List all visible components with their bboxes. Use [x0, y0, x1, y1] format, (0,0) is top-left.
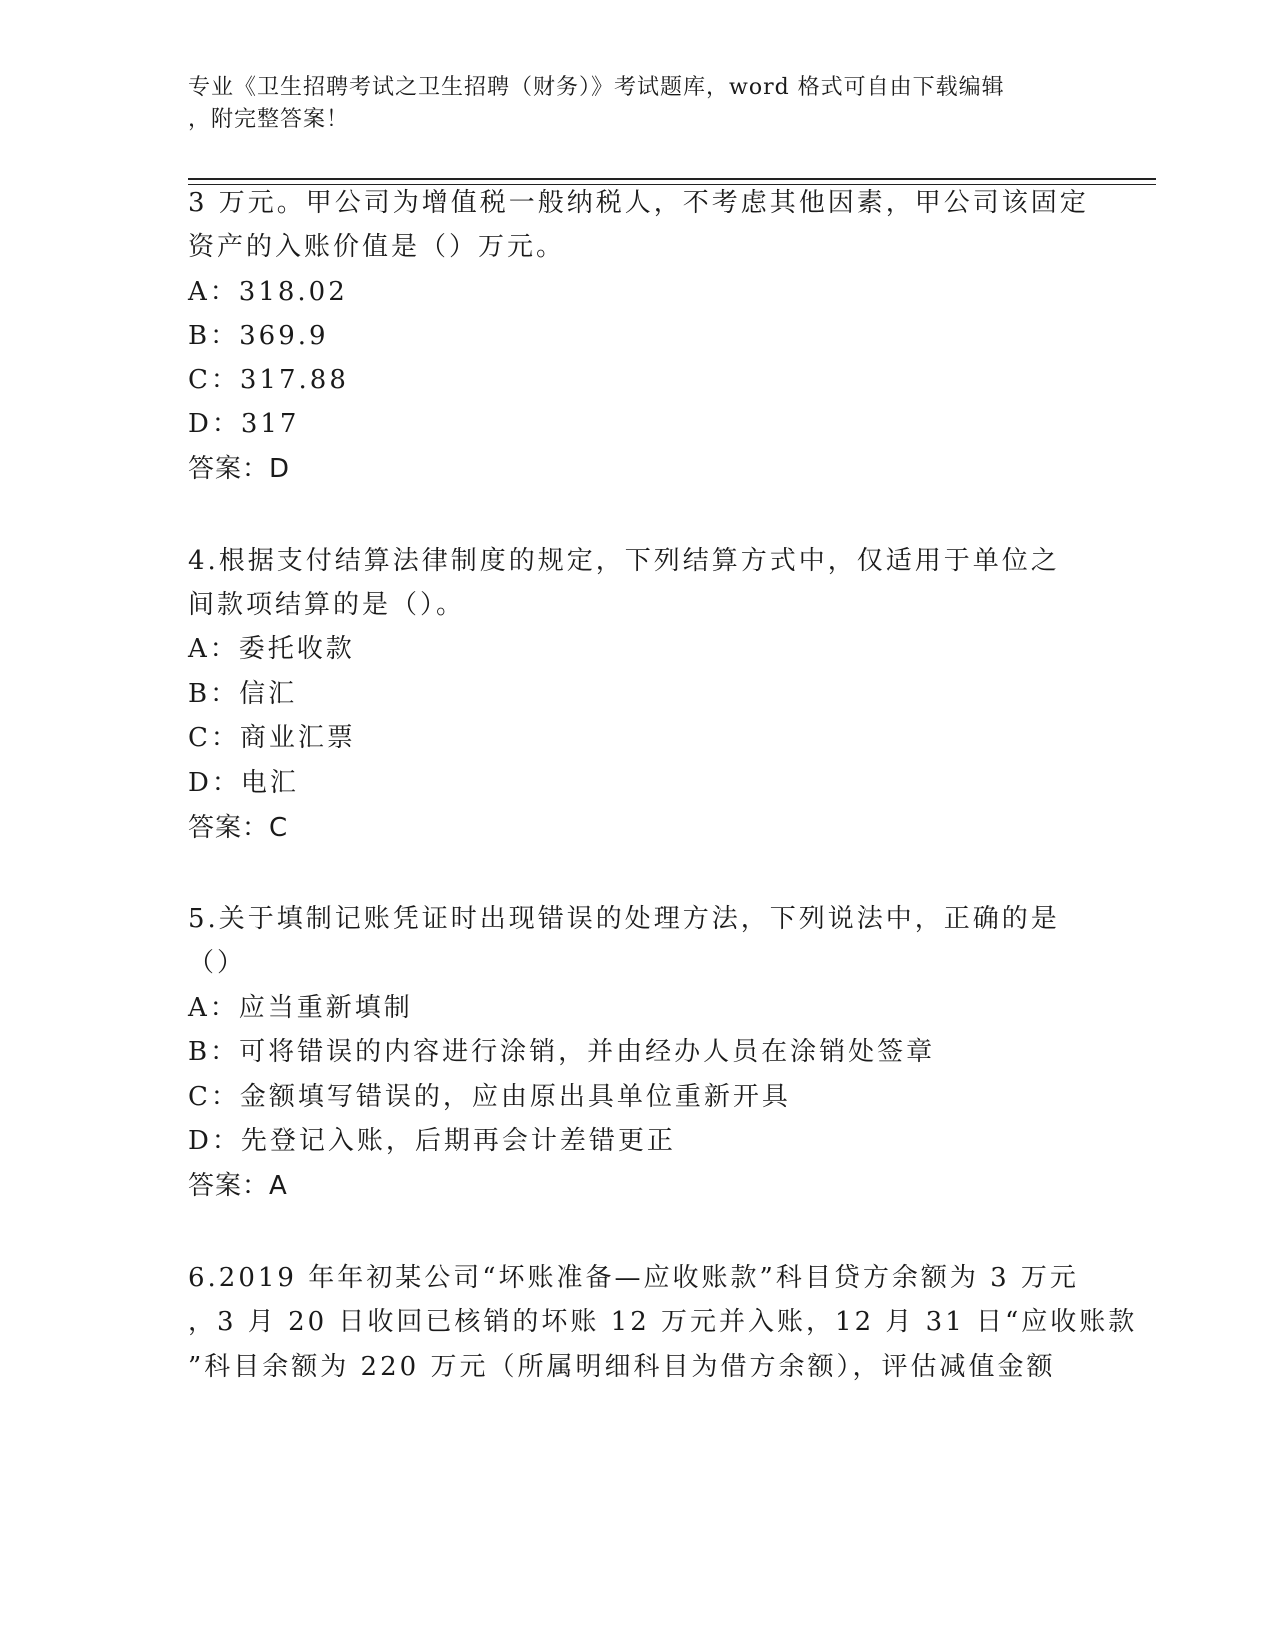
q3-stem-line-2: 资产的入账价值是（）万元。 [188, 232, 566, 262]
q6-stem-line-2: ，3 月 20 日收回已核销的坏账 12 万元并入账，12 月 31 日“应收账款 [188, 1307, 1138, 1337]
q6-stem-line-1: 6.2019 年年初某公司“坏账准备—应收账款”科目贷方余额为 3 万元 [188, 1263, 1079, 1293]
q4-stem-line-2: 间款项结算的是（）。 [188, 590, 466, 620]
q4-option-a: A：委托收款 [188, 634, 355, 664]
q4-stem-line-1: 4.根据支付结算法律制度的规定，下列结算方式中，仅适用于单位之 [188, 546, 1060, 576]
q4-option-c: C：商业汇票 [188, 723, 356, 753]
q4-option-d: D：电汇 [188, 768, 299, 798]
q5-option-d: D：先登记入账，后期再会计差错更正 [188, 1126, 676, 1156]
q4-option-b: B：信汇 [188, 679, 298, 709]
q3-option-a: A：318.02 [188, 277, 348, 307]
q6-stem-line-3: ”科目余额为 220 万元（所属明细科目为借方余额），评估减值金额 [188, 1352, 1056, 1382]
q5-option-c: C：金额填写错误的，应由原出具单位重新开具 [188, 1082, 791, 1112]
q3-option-c: C：317.88 [188, 365, 349, 395]
q5-stem-line-1: 5.关于填制记账凭证时出现错误的处理方法，下列说法中，正确的是 [188, 904, 1060, 934]
header-line-2: ，附完整答案！ [188, 107, 350, 132]
q3-option-b: B：369.9 [188, 321, 329, 351]
header-divider-thin [188, 184, 1156, 185]
q3-answer: 答案：D [188, 454, 291, 484]
q4-answer: 答案：C [188, 813, 289, 843]
q3-stem-line-1: 3 万元。甲公司为增值税一般纳税人，不考虑其他因素，甲公司该固定 [188, 188, 1089, 218]
q5-stem-line-2: （） [188, 948, 247, 978]
q3-option-d: D：317 [188, 409, 300, 439]
header-divider-thick [188, 178, 1156, 180]
q5-option-b: B：可将错误的内容进行涂销，并由经办人员在涂销处签章 [188, 1037, 936, 1067]
q5-answer: 答案：A [188, 1171, 288, 1201]
document-header [188, 72, 1068, 136]
q5-option-a: A：应当重新填制 [188, 993, 413, 1023]
header-line-1: 专业《卫生招聘考试之卫生招聘（财务）》考试题库，word 格式可自由下载编辑 [188, 75, 1005, 100]
